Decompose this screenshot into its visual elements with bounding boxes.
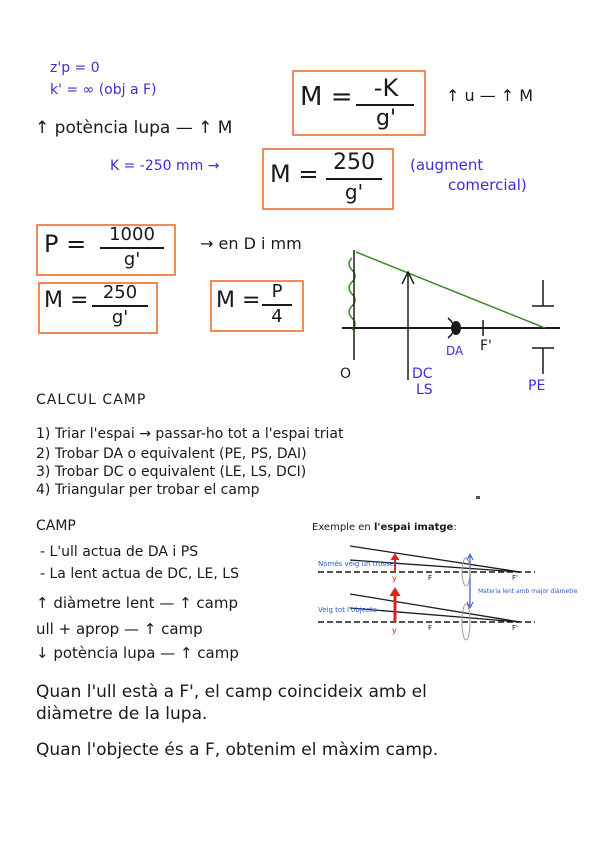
potencia-line: ↑ potència lupa — ↑ M xyxy=(35,118,233,138)
label-PE: PE xyxy=(528,378,546,394)
formula1-num: -K xyxy=(373,74,399,102)
example-label-top: Només veig un trosset xyxy=(318,560,397,568)
calcul-title: CALCUL CAMP xyxy=(36,392,147,408)
units-note: → en D i mm xyxy=(200,234,302,253)
label-LS: LS xyxy=(416,382,433,398)
formula3-den: g' xyxy=(123,249,141,270)
condition-zp: z'p = 0 xyxy=(50,60,100,76)
formula2-den: g' xyxy=(344,180,364,204)
camp-item-5: ↓ potència lupa — ↑ camp xyxy=(36,644,239,662)
blue-double-arrow-icon xyxy=(467,554,473,608)
example-title-prefix: Exemple en xyxy=(312,522,374,533)
example-label-right: Materia lent amb major diàmetre xyxy=(478,588,578,595)
k-value: K = -250 mm → xyxy=(110,158,220,174)
example-F-bottom: F xyxy=(428,624,433,632)
formula4-lhs: M = xyxy=(44,288,89,313)
example-F-top: F xyxy=(428,574,433,582)
augment-line1: (augment xyxy=(410,156,484,174)
example-Fp-bottom: F' xyxy=(512,624,518,632)
augment-line2: comercial) xyxy=(448,176,527,194)
label-DC: DC xyxy=(412,366,433,382)
formula4-den: g' xyxy=(111,307,129,328)
example-y-top: y xyxy=(392,574,397,583)
conclusion1-line2: diàmetre de la lupa. xyxy=(36,704,208,724)
formula5-num: P xyxy=(271,281,283,302)
example-Fp-top: F' xyxy=(512,574,518,582)
formula1-lhs: M = xyxy=(300,82,353,112)
camp-item-4: ull + aprop — ↑ camp xyxy=(36,620,203,638)
calcul-step-2: 2) Trobar DA o equivalent (PE, PS, DAI) xyxy=(36,446,307,462)
red-arrow-bottom-icon xyxy=(390,588,400,622)
conclusion2: Quan l'objecte és a F, obtenim el màxim camp. xyxy=(36,740,439,760)
formula1-den: g' xyxy=(375,106,396,131)
example-y-bottom: y xyxy=(392,626,397,635)
condition-k: k' = ∞ (obj a F) xyxy=(50,82,157,98)
camp-title: CAMP xyxy=(36,518,76,534)
formula2-lhs: M = xyxy=(270,160,319,188)
example-ray-top-a xyxy=(350,546,520,572)
label-DA: DA xyxy=(446,344,464,358)
arrow-note: ↑ u — ↑ M xyxy=(446,86,534,105)
label-Fprime: F' xyxy=(480,338,492,354)
example-label-bottom: Veig tot l'objecte xyxy=(318,606,377,614)
formula5-lhs: M = xyxy=(216,288,261,313)
stray-dot xyxy=(476,496,480,499)
formula3-num: 1000 xyxy=(109,224,155,245)
example-title-bold: l'espai imatge xyxy=(373,522,454,533)
camp-item-3: ↑ diàmetre lent — ↑ camp xyxy=(36,594,239,612)
calcul-step-1: 1) Triar l'espai → passar-ho tot a l'espai triat xyxy=(36,426,344,442)
calcul-step-4: 4) Triangular per trobar el camp xyxy=(36,482,260,498)
example-title-suffix: : xyxy=(453,522,457,533)
calcul-step-3: 3) Trobar DC o equivalent (LE, LS, DCI) xyxy=(36,464,307,480)
camp-item-2: - La lent actua de DC, LE, LS xyxy=(40,566,239,582)
formula5-den: 4 xyxy=(271,306,283,327)
label-O: O xyxy=(340,366,352,382)
formula4-num: 250 xyxy=(102,282,138,303)
formula3-lhs: P = xyxy=(44,230,87,258)
conclusion1-line1: Quan l'ull està a F', el camp coincideix amb el xyxy=(36,682,427,702)
formula2-num: 250 xyxy=(333,150,375,175)
camp-item-1: - L'ull actua de DA i PS xyxy=(40,544,199,560)
